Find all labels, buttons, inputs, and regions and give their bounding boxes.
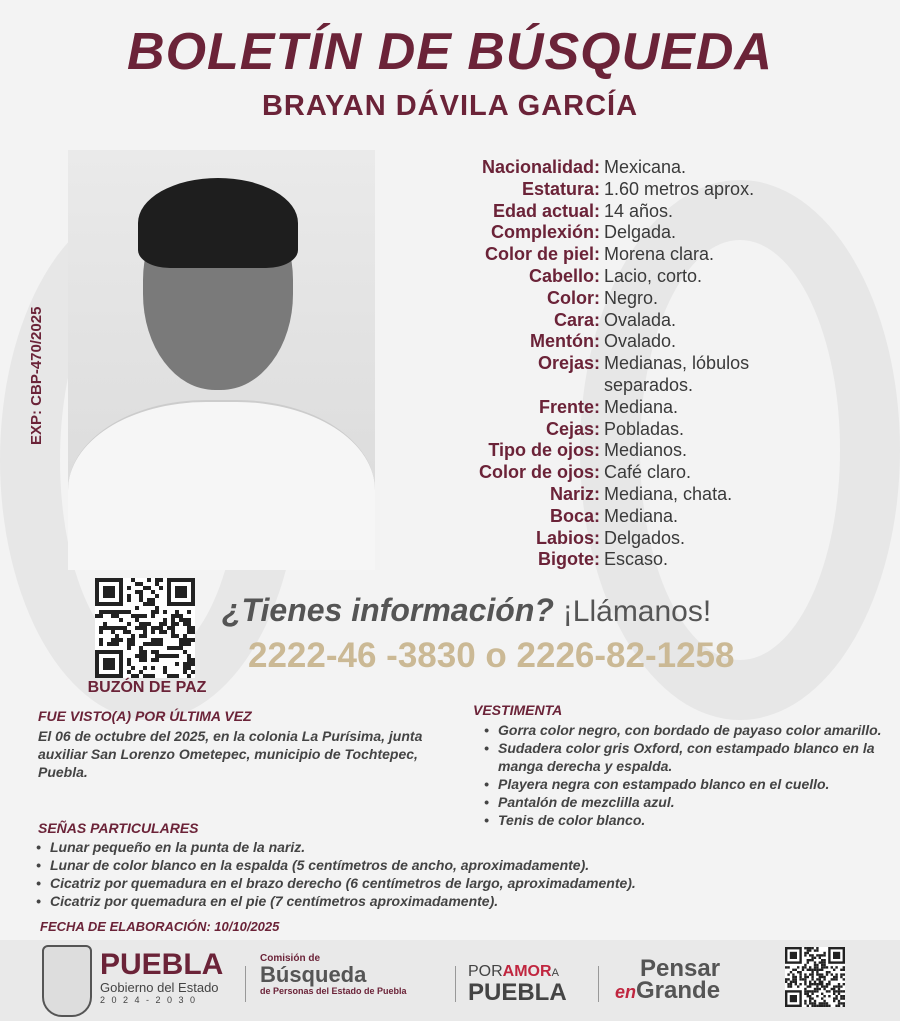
field-row [400, 310, 880, 332]
page-title: BOLETÍN DE BÚSQUEDA [127, 23, 773, 81]
field-row [400, 201, 880, 223]
list-item: • Lunar pequeño en la punta de la nariz. [30, 838, 830, 856]
field-row [400, 179, 880, 201]
qr-label: BUZÓN DE PAZ [87, 679, 207, 696]
field-label: Nariz: [549, 483, 600, 504]
clothing-heading: VESTIMENTA [473, 702, 563, 718]
field-label: Tipo de ojos: [488, 440, 600, 461]
field-row [400, 484, 880, 506]
description-fields [400, 157, 880, 571]
comision-logo: Comisión de Búsqueda de Personas del Estado de Puebla [260, 953, 407, 996]
field-label: Labios: [535, 527, 600, 548]
field-label: Cara: [553, 309, 600, 330]
field-row [400, 549, 880, 571]
field-row [400, 506, 880, 528]
field-value: Pobladas. [604, 418, 685, 439]
call-text: ¡Llámanos! [562, 595, 712, 628]
clothing-list [478, 721, 893, 829]
field-label: Color de ojos: [479, 462, 600, 483]
field-row [400, 397, 880, 419]
phone-numbers[interactable]: 2222-46 -3830 o 2226-82-1258 [248, 636, 735, 675]
field-label: Color: [547, 287, 600, 308]
field-label: Complexión: [490, 222, 600, 243]
field-label: Orejas: [537, 353, 600, 374]
list-item: • Lunar de color blanco en la espalda (5 centímetros de ancho, aproximadamente). [30, 856, 830, 874]
field-value: Mediana. [604, 505, 679, 526]
field-value: Escaso. [604, 549, 669, 570]
field-label: Cabello: [528, 265, 600, 286]
field-value: Medianas, lóbulos separados. [604, 353, 750, 395]
field-label: Bigote: [538, 549, 600, 570]
field-value: Ovalado. [604, 331, 677, 352]
field-row [400, 331, 880, 353]
field-value: Mediana, chata. [604, 483, 733, 504]
list-item: • Tenis de color blanco. [478, 811, 893, 829]
field-row [400, 244, 880, 266]
case-number: EXP: CBP-470/2025 [28, 306, 45, 445]
field-row [400, 440, 880, 462]
field-label: Frente: [538, 396, 600, 417]
field-row [400, 462, 880, 484]
person-photo [68, 150, 375, 570]
list-item: • Sudadera color gris Oxford, con estampado blanco en la manga derecha y espalda. [478, 739, 893, 775]
field-label: Color de piel: [484, 244, 600, 265]
coat-of-arms-icon [42, 945, 92, 1017]
field-value: Delgada. [604, 222, 677, 243]
field-row [400, 419, 880, 441]
list-item: • Cicatriz por quemadura en el brazo derecho (6 centímetros de largo, aproximadamente). [30, 874, 830, 892]
field-value: Mediana. [604, 396, 679, 417]
qr-code[interactable] [95, 578, 195, 678]
field-value: Ovalada. [604, 309, 677, 330]
field-row [400, 288, 880, 310]
list-item: • Gorra color negro, con bordado de payaso color amarillo. [478, 721, 893, 739]
field-value: 1.60 metros aprox. [604, 178, 755, 199]
field-row [400, 266, 880, 288]
list-item: • Pantalón de mezclilla azul. [478, 793, 893, 811]
field-label: Boca: [549, 505, 600, 526]
person-name: BRAYAN DÁVILA GARCÍA [261, 90, 639, 122]
marks-heading: SEÑAS PARTICULARES [38, 820, 199, 836]
field-value: Café claro. [604, 462, 692, 483]
footer-qr-code[interactable] [785, 947, 845, 1007]
field-label: Cejas: [545, 418, 600, 439]
field-row [400, 353, 880, 397]
field-value: Mexicana. [604, 157, 687, 177]
field-value: Delgados. [604, 527, 686, 548]
marks-list [30, 838, 830, 910]
contact-question [222, 592, 711, 629]
pensar-en-grande-logo: Pensar enGrande [615, 955, 721, 1004]
field-value: Morena clara. [604, 244, 715, 265]
list-item: • Playera negra con estampado blanco en el cuello. [478, 775, 893, 793]
puebla-logo: PUEBLA Gobierno del Estado 2 0 2 4 - 2 0 3 0 [100, 948, 224, 1005]
field-row [400, 157, 880, 179]
elaboration-date: FECHA DE ELABORACIÓN: 10/10/2025 [40, 919, 280, 934]
field-row [400, 528, 880, 550]
last-seen-text: El 06 de octubre del 2025, en la colonia La Purísima, junta auxiliar San Lorenzo Ometepec, municipio de Tochtepec, Puebla. [38, 728, 423, 780]
field-row [400, 222, 880, 244]
last-seen-heading: FUE VISTO(A) POR ÚLTIMA VEZ [38, 708, 252, 724]
field-value: Negro. [604, 287, 659, 308]
field-value: Medianos. [604, 440, 688, 461]
field-label: Nacionalidad: [481, 157, 600, 177]
field-value: Lacio, corto. [604, 265, 703, 286]
por-amor-puebla-logo: PORAMORA PUEBLA [468, 963, 567, 1006]
field-label: Mentón: [530, 331, 600, 352]
field-value: 14 años. [604, 200, 674, 221]
field-label: Edad actual: [492, 200, 600, 221]
list-item: • Cicatriz por quemadura en el pie (7 centímetros aproximadamente). [30, 892, 830, 910]
field-label: Estatura: [521, 178, 600, 199]
question-text: ¿Tienes información? [222, 592, 554, 628]
